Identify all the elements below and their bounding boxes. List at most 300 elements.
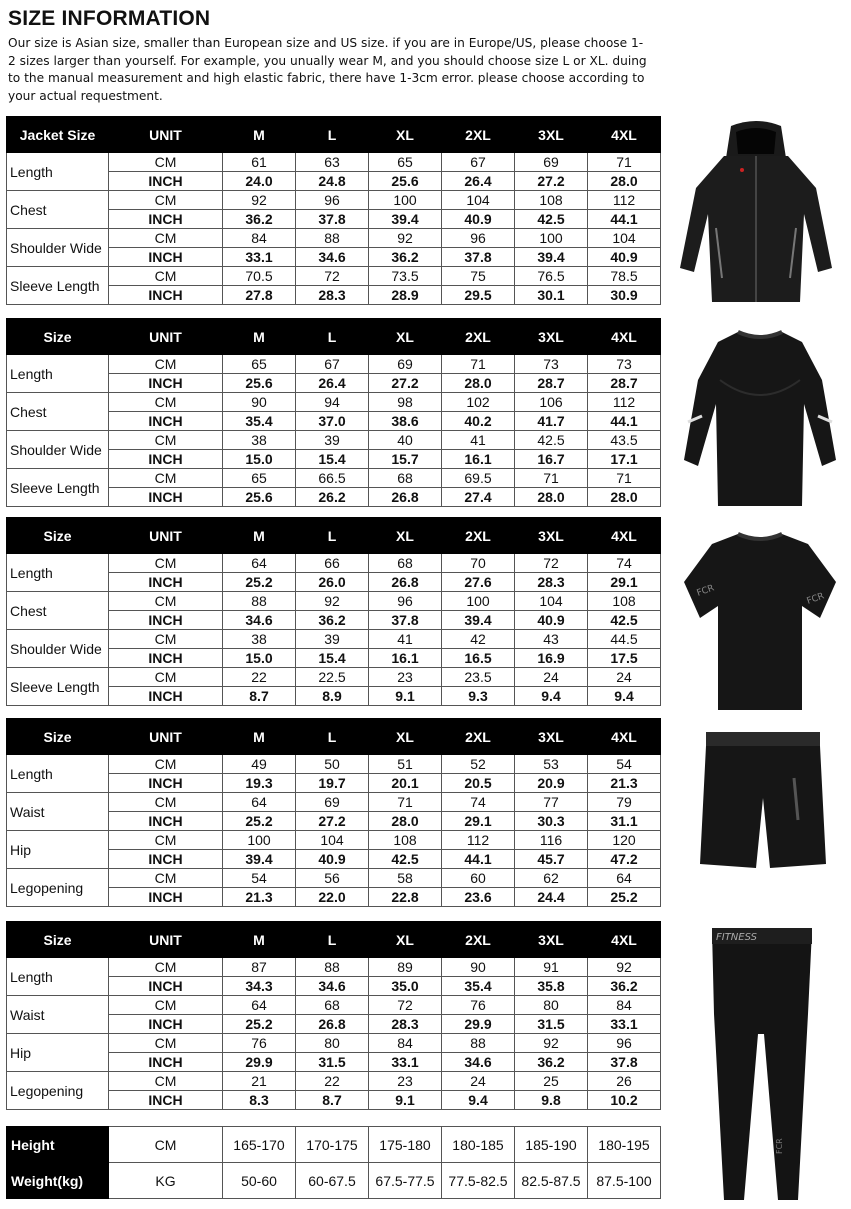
weight-label: Weight(kg) [7,1163,109,1199]
size-table [6,921,661,1110]
value-cell: 34.6 [442,1053,515,1072]
leggings-icon [698,924,824,1204]
weight-value: 87.5-100 [588,1163,661,1199]
value-cell: 66.5 [296,469,369,488]
value-cell: 27.6 [442,573,515,592]
value-cell: 39.4 [223,850,296,869]
size-column-header: XL [369,922,442,958]
value-cell: 25 [515,1072,588,1091]
unit-header: UNIT [109,117,223,153]
unit-cell: INCH [109,374,223,393]
size-column-header: L [296,319,369,355]
size-column-header: 2XL [442,319,515,355]
value-cell: 92 [223,191,296,210]
value-cell: 24.8 [296,172,369,191]
value-cell: 70 [442,554,515,573]
value-cell: 67 [296,355,369,374]
size-column-header: 4XL [588,319,661,355]
value-cell: 80 [515,996,588,1015]
value-cell: 31.5 [515,1015,588,1034]
value-cell: 100 [515,229,588,248]
value-cell: 40.9 [588,248,661,267]
value-cell: 8.7 [296,1091,369,1110]
value-cell: 92 [296,592,369,611]
value-cell: 120 [588,831,661,850]
value-cell: 37.8 [369,611,442,630]
size-column-header: 3XL [515,117,588,153]
value-cell: 69 [515,153,588,172]
value-cell: 51 [369,755,442,774]
measurement-row-cm [7,191,661,210]
leg-logo: FCR [775,1138,784,1154]
unit-cell: INCH [109,687,223,706]
value-cell: 27.2 [369,374,442,393]
measurement-row-cm [7,431,661,450]
value-cell: 54 [223,869,296,888]
value-cell: 24.0 [223,172,296,191]
value-cell: 25.6 [369,172,442,191]
unit-cell: CM [109,793,223,812]
value-cell: 84 [588,996,661,1015]
value-cell: 44.1 [588,210,661,229]
value-cell: 35.4 [223,412,296,431]
measurement-row-cm [7,996,661,1015]
value-cell: 39 [296,630,369,649]
unit-cell: INCH [109,1053,223,1072]
weight-unit: KG [109,1163,223,1199]
value-cell: 77 [515,793,588,812]
value-cell: 27.2 [296,812,369,831]
value-cell: 15.0 [223,450,296,469]
weight-value: 60-67.5 [296,1163,369,1199]
value-cell: 61 [223,153,296,172]
value-cell: 28.0 [515,488,588,507]
value-cell: 26.8 [369,573,442,592]
height-value: 185-190 [515,1127,588,1163]
size-column-header: 2XL [442,117,515,153]
size-column-header: 4XL [588,117,661,153]
value-cell: 71 [369,793,442,812]
value-cell: 28.7 [588,374,661,393]
weight-value: 67.5-77.5 [369,1163,442,1199]
value-cell: 40.9 [296,850,369,869]
size-column-header: 2XL [442,518,515,554]
measurement-label: Shoulder Wide [7,229,109,267]
value-cell: 19.3 [223,774,296,793]
value-cell: 72 [515,554,588,573]
value-cell: 26.4 [296,374,369,393]
measurement-row-cm [7,1072,661,1091]
value-cell: 28.3 [296,286,369,305]
weight-row [7,1163,661,1199]
size-notice: Our size is Asian size, smaller than European size and US size. if you are in Europe/US, please choose 1-2 sizes larger than yourself. For example, you unually wear M, and you should choose size L or XL. duing to the manual measurement and high elastic fabric, there have 1-3cm error. please choose according to your actual requestment. [8,36,647,103]
unit-header: UNIT [109,719,223,755]
value-cell: 112 [588,393,661,412]
value-cell: 28.7 [515,374,588,393]
size-column-header: XL [369,719,442,755]
measurement-label: Length [7,355,109,393]
value-cell: 68 [296,996,369,1015]
measurement-label: Length [7,554,109,592]
value-cell: 108 [588,592,661,611]
hooded-jacket-icon [676,118,836,304]
value-cell: 75 [442,267,515,286]
value-cell: 38.6 [369,412,442,431]
value-cell: 20.1 [369,774,442,793]
value-cell: 25.2 [223,1015,296,1034]
value-cell: 39.4 [442,611,515,630]
size-header-label: Size [7,319,109,355]
value-cell: 42 [442,630,515,649]
measurement-row-cm [7,153,661,172]
value-cell: 88 [223,592,296,611]
value-cell: 100 [369,191,442,210]
unit-cell: CM [109,869,223,888]
unit-cell: INCH [109,977,223,996]
value-cell: 26.8 [296,1015,369,1034]
value-cell: 38 [223,431,296,450]
unit-cell: CM [109,1034,223,1053]
value-cell: 23 [369,1072,442,1091]
size-column-header: 4XL [588,922,661,958]
value-cell: 88 [296,229,369,248]
value-cell: 47.2 [588,850,661,869]
value-cell: 116 [515,831,588,850]
value-cell: 40.9 [515,611,588,630]
value-cell: 56 [296,869,369,888]
value-cell: 41 [442,431,515,450]
value-cell: 65 [223,469,296,488]
value-cell: 76 [223,1034,296,1053]
value-cell: 39 [296,431,369,450]
unit-cell: CM [109,355,223,374]
unit-cell: INCH [109,450,223,469]
value-cell: 96 [369,592,442,611]
value-cell: 28.0 [369,812,442,831]
value-cell: 24.4 [515,888,588,907]
value-cell: 71 [442,355,515,374]
value-cell: 53 [515,755,588,774]
value-cell: 108 [369,831,442,850]
shorts-icon [698,728,828,872]
height-weight-table [6,1126,661,1199]
unit-cell: CM [109,755,223,774]
size-header-label: Size [7,922,109,958]
value-cell: 15.0 [223,649,296,668]
size-column-header: M [223,922,296,958]
value-cell: 43 [515,630,588,649]
value-cell: 87 [223,958,296,977]
unit-cell: INCH [109,573,223,592]
value-cell: 36.2 [588,977,661,996]
value-cell: 108 [515,191,588,210]
value-cell: 65 [223,355,296,374]
value-cell: 43.5 [588,431,661,450]
measurement-row-cm [7,355,661,374]
measurement-row-cm [7,958,661,977]
value-cell: 66 [296,554,369,573]
value-cell: 88 [296,958,369,977]
value-cell: 104 [588,229,661,248]
weight-value: 50-60 [223,1163,296,1199]
size-column-header: M [223,117,296,153]
value-cell: 17.1 [588,450,661,469]
value-cell: 23.6 [442,888,515,907]
measurement-label: Chest [7,592,109,630]
value-cell: 9.4 [588,687,661,706]
value-cell: 15.4 [296,450,369,469]
value-cell: 73 [515,355,588,374]
size-column-header: L [296,117,369,153]
size-column-header: 3XL [515,922,588,958]
value-cell: 28.3 [515,573,588,592]
value-cell: 74 [588,554,661,573]
value-cell: 65 [369,153,442,172]
value-cell: 92 [515,1034,588,1053]
measurement-row-cm [7,267,661,286]
measurement-label: Sleeve Length [7,668,109,706]
unit-header: UNIT [109,319,223,355]
value-cell: 58 [369,869,442,888]
sleeve-print: FCR [695,583,716,599]
value-cell: 96 [296,191,369,210]
value-cell: 104 [296,831,369,850]
value-cell: 112 [588,191,661,210]
measurement-label: Shoulder Wide [7,630,109,668]
value-cell: 41.7 [515,412,588,431]
value-cell: 79 [588,793,661,812]
unit-cell: CM [109,431,223,450]
height-row [7,1127,661,1163]
value-cell: 27.4 [442,488,515,507]
value-cell: 90 [223,393,296,412]
unit-cell: INCH [109,286,223,305]
value-cell: 16.1 [442,450,515,469]
value-cell: 42.5 [515,431,588,450]
value-cell: 34.6 [223,611,296,630]
measurement-label: Chest [7,191,109,229]
value-cell: 25.2 [223,573,296,592]
value-cell: 28.3 [369,1015,442,1034]
value-cell: 67 [442,153,515,172]
value-cell: 31.1 [588,812,661,831]
value-cell: 20.9 [515,774,588,793]
value-cell: 35.8 [515,977,588,996]
size-header-label: Size [7,719,109,755]
unit-cell: CM [109,229,223,248]
value-cell: 71 [515,469,588,488]
value-cell: 78.5 [588,267,661,286]
value-cell: 80 [296,1034,369,1053]
value-cell: 112 [442,831,515,850]
size-table [6,718,661,907]
value-cell: 49 [223,755,296,774]
size-column-header: 3XL [515,719,588,755]
value-cell: 74 [442,793,515,812]
value-cell: 35.0 [369,977,442,996]
value-cell: 36.2 [223,210,296,229]
value-cell: 100 [442,592,515,611]
unit-cell: INCH [109,812,223,831]
value-cell: 102 [442,393,515,412]
sleeve-print: FCR [805,591,826,607]
value-cell: 37.8 [588,1053,661,1072]
value-cell: 27.2 [515,172,588,191]
value-cell: 41 [369,630,442,649]
size-column-header: XL [369,319,442,355]
value-cell: 37.8 [296,210,369,229]
value-cell: 104 [442,191,515,210]
value-cell: 94 [296,393,369,412]
value-cell: 36.2 [369,248,442,267]
measurement-label: Length [7,958,109,996]
size-column-header: M [223,319,296,355]
unit-cell: INCH [109,611,223,630]
measurement-label: Waist [7,793,109,831]
value-cell: 22.8 [369,888,442,907]
size-column-header: M [223,518,296,554]
value-cell: 29.5 [442,286,515,305]
unit-cell: CM [109,668,223,687]
size-table [6,517,661,706]
value-cell: 62 [515,869,588,888]
value-cell: 31.5 [296,1053,369,1072]
value-cell: 28.0 [442,374,515,393]
value-cell: 9.8 [515,1091,588,1110]
value-cell: 34.3 [223,977,296,996]
size-header-row [7,319,661,355]
value-cell: 27.8 [223,286,296,305]
value-cell: 29.1 [588,573,661,592]
value-cell: 98 [369,393,442,412]
value-cell: 30.9 [588,286,661,305]
value-cell: 22 [223,668,296,687]
size-column-header: M [223,719,296,755]
value-cell: 16.7 [515,450,588,469]
size-header-label: Jacket Size [7,117,109,153]
unit-cell: INCH [109,412,223,431]
measurement-label: Legopening [7,869,109,907]
measurement-row-cm [7,592,661,611]
value-cell: 76 [442,996,515,1015]
value-cell: 26 [588,1072,661,1091]
size-table [6,116,661,305]
measurement-label: Shoulder Wide [7,431,109,469]
value-cell: 24 [588,668,661,687]
value-cell: 60 [442,869,515,888]
measurement-row-cm [7,869,661,888]
unit-header: UNIT [109,518,223,554]
unit-cell: INCH [109,649,223,668]
page-title: SIZE INFORMATION [8,7,211,30]
value-cell: 23.5 [442,668,515,687]
unit-cell: INCH [109,1015,223,1034]
value-cell: 64 [223,996,296,1015]
value-cell: 42.5 [369,850,442,869]
value-cell: 92 [588,958,661,977]
value-cell: 23 [369,668,442,687]
value-cell: 8.7 [223,687,296,706]
value-cell: 72 [296,267,369,286]
height-value: 170-175 [296,1127,369,1163]
height-label: Height [7,1127,109,1163]
value-cell: 24 [442,1072,515,1091]
value-cell: 36.2 [296,611,369,630]
long-sleeve-shirt-icon [680,320,840,510]
value-cell: 25.2 [588,888,661,907]
value-cell: 8.3 [223,1091,296,1110]
measurement-label: Hip [7,1034,109,1072]
size-header-row [7,117,661,153]
value-cell: 52 [442,755,515,774]
unit-cell: INCH [109,172,223,191]
value-cell: 25.6 [223,374,296,393]
value-cell: 69 [296,793,369,812]
size-header-row [7,719,661,755]
value-cell: 37.0 [296,412,369,431]
value-cell: 34.6 [296,977,369,996]
value-cell: 21.3 [223,888,296,907]
value-cell: 54 [588,755,661,774]
value-cell: 84 [369,1034,442,1053]
value-cell: 34.6 [296,248,369,267]
value-cell: 15.4 [296,649,369,668]
value-cell: 22.0 [296,888,369,907]
value-cell: 71 [588,153,661,172]
size-column-header: 4XL [588,719,661,755]
value-cell: 92 [369,229,442,248]
value-cell: 44.1 [442,850,515,869]
size-column-header: XL [369,518,442,554]
height-value: 165-170 [223,1127,296,1163]
value-cell: 22.5 [296,668,369,687]
value-cell: 10.2 [588,1091,661,1110]
height-unit: CM [109,1127,223,1163]
value-cell: 44.5 [588,630,661,649]
value-cell: 39.4 [369,210,442,229]
value-cell: 89 [369,958,442,977]
value-cell: 16.1 [369,649,442,668]
value-cell: 40 [369,431,442,450]
unit-cell: INCH [109,488,223,507]
value-cell: 33.1 [223,248,296,267]
value-cell: 28.9 [369,286,442,305]
value-cell: 45.7 [515,850,588,869]
value-cell: 9.4 [515,687,588,706]
unit-cell: CM [109,958,223,977]
unit-cell: CM [109,592,223,611]
value-cell: 17.5 [588,649,661,668]
value-cell: 29.9 [223,1053,296,1072]
value-cell: 64 [588,869,661,888]
value-cell: 9.3 [442,687,515,706]
size-column-header: 2XL [442,719,515,755]
unit-cell: INCH [109,888,223,907]
value-cell: 69 [369,355,442,374]
value-cell: 30.3 [515,812,588,831]
value-cell: 90 [442,958,515,977]
value-cell: 88 [442,1034,515,1053]
value-cell: 15.7 [369,450,442,469]
value-cell: 96 [442,229,515,248]
size-header-label: Size [7,518,109,554]
unit-cell: CM [109,1072,223,1091]
unit-cell: INCH [109,248,223,267]
unit-cell: INCH [109,210,223,229]
unit-cell: CM [109,191,223,210]
value-cell: 29.9 [442,1015,515,1034]
measurement-label: Waist [7,996,109,1034]
